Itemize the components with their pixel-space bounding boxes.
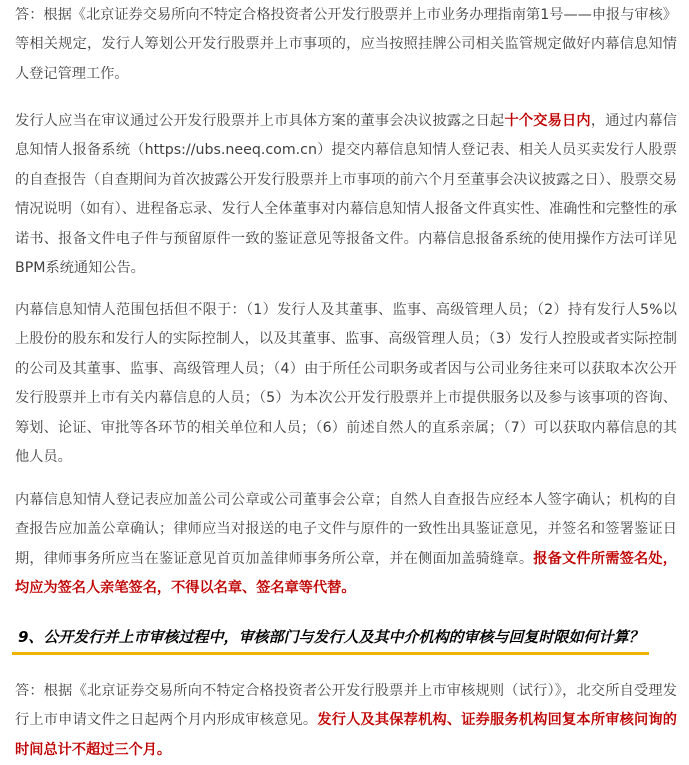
question-9-heading-text: 9、公开发行并上市审核过程中，审核部门与发行人及其中介机构的审核与回复时限如何计算？ [18,627,644,646]
insider-scope-paragraph [15,296,677,472]
filing-deadline-text-post: ，通过内幕信息知情人报备系统（https://ubs.neeq.com.cn）提交内幕信息知情人登记表、相关人员买卖发行人股票的自查报告（自查期间为首次披露公开发行股票并上市事项的前六个月至董事会决议披露之日）、股票交易情况说明（如有）、进程备忘录、发行人全体董事对内幕信息知情人报备文件真实性、准确性和完整性的承诺书、报备文件电子件与预留原件一致的鉴证意见等报备文件。内幕信息报备系统的使用操作方法可详见BPM系统通知公告。 [15,113,677,277]
reply-time-limit-highlight: 发行人及其保荐机构、证券服务机构回复本所审核问询的时间总计不超过三个月。 [15,712,677,758]
answer-paragraph-9 [15,677,677,765]
insider-scope-text: 内幕信息知情人范围包括但不限于：（1）发行人及其董事、监事、高级管理人员；（2）持有发行人5%以上股份的股东和发行人的实际控制人，以及其董事、监事、高级管理人员；（3）发行人控股或者实际控制的公司及其董事、监事、高级管理人员；（4）由于所任公司职务或者因与公司业务往来可以获取本次公开发行股票并上市有关内幕信息的人员；（5）为本次公开发行股票并上市提供服务以及参与该事项的咨询、筹划、论证、审批等各环节的相关单位和人员；（6）前述自然人的直系亲属；（7）可以获取内幕信息的其他人员。 [15,302,677,466]
filing-deadline-text-pre: 发行人应当在审议通过公开发行股票并上市具体方案的董事会决议披露之日起 [15,113,505,129]
filing-deadline-highlight: 十个交易日内 [504,113,591,129]
answer-paragraph-1 [15,1,677,89]
seal-requirements-paragraph [15,486,677,604]
answer-paragraph-1-text: 答：根据《北京证券交易所向不特定合格投资者公开发行股票并上市业务办理指南第1号——申报与审核》等相关规定，发行人筹划公开发行股票并上市事项的，应当按照挂牌公司相关监管规定做好内幕信息知情人登记管理工作。 [15,7,677,82]
seal-requirements-text: 内幕信息知情人登记表应加盖公司公章或公司董事会公章；自然人自查报告应经本人签字确认；机构的自查报告应加盖公章确认；律师应当对报送的电子文件与原件的一致性出具鉴证意见，并签名和签署鉴证日期，律师事务所应当在鉴证意见首页加盖律师事务所公章，并在侧面加盖骑缝章。 [15,492,677,567]
signature-requirement-highlight: 报备文件所需签名处，均应为签名人亲笔签名，不得以名章、签名章等代替。 [15,550,677,597]
filing-deadline-paragraph [15,107,677,283]
answer-paragraph-9-text: 答：根据《北京证券交易所向不特定合格投资者公开发行股票并上市审核规则（试行）》，北交所自受理发行上市申请文件之日起两个月内形成审核意见。 [15,683,677,729]
question-9-heading [12,620,649,655]
